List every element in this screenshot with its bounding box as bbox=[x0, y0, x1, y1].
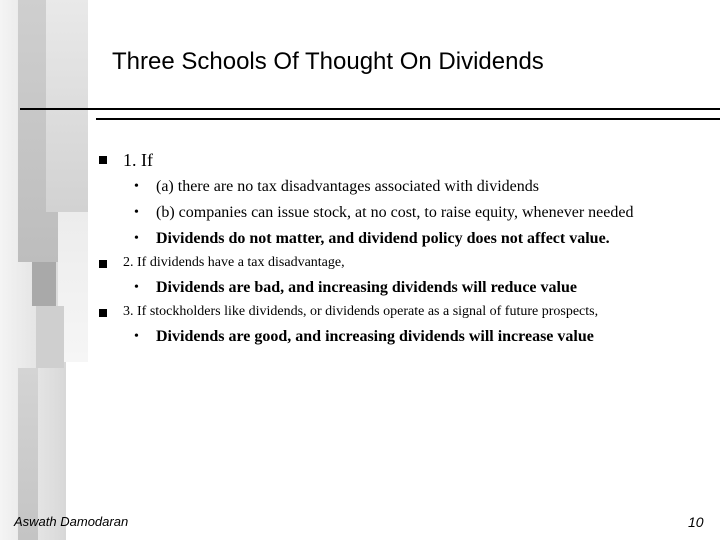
title-divider bbox=[20, 108, 720, 110]
bullet-dot-icon: • bbox=[134, 179, 139, 194]
point-1-conclusion: Dividends do not matter, and dividend policy does not affect value. bbox=[156, 230, 610, 247]
bullet-dot-icon: • bbox=[134, 205, 139, 220]
page-number: 10 bbox=[688, 514, 704, 530]
slide-title: Three Schools Of Thought On Dividends bbox=[112, 48, 544, 75]
background-decoration bbox=[46, 0, 88, 212]
point-2-conclusion: Dividends are bad, and increasing dividends will reduce value bbox=[156, 279, 577, 296]
background-decoration bbox=[32, 262, 56, 306]
bullet-dot-icon: • bbox=[134, 280, 139, 295]
title-divider-secondary bbox=[96, 118, 720, 120]
point-2-text: 2. If dividends have a tax disadvantage, bbox=[123, 255, 345, 270]
square-bullet-icon bbox=[99, 309, 107, 317]
point-1-subpoint-b: (b) companies can issue stock, at no cost, to raise equity, whenever needed bbox=[156, 204, 634, 221]
background-decoration bbox=[36, 306, 64, 368]
point-3-text: 3. If stockholders like dividends, or dividends operate as a signal of future prospects, bbox=[123, 304, 599, 319]
bullet-dot-icon: • bbox=[134, 329, 139, 344]
point-1-subpoint-a: (a) there are no tax disadvantages associated with dividends bbox=[156, 178, 539, 195]
point-1-text: 1. If bbox=[123, 150, 153, 170]
footer-author: Aswath Damodaran bbox=[14, 514, 129, 529]
bullet-dot-icon: • bbox=[134, 231, 139, 246]
square-bullet-icon bbox=[99, 260, 107, 268]
square-bullet-icon bbox=[99, 156, 107, 164]
point-3-conclusion: Dividends are good, and increasing dividends will increase value bbox=[156, 328, 594, 345]
